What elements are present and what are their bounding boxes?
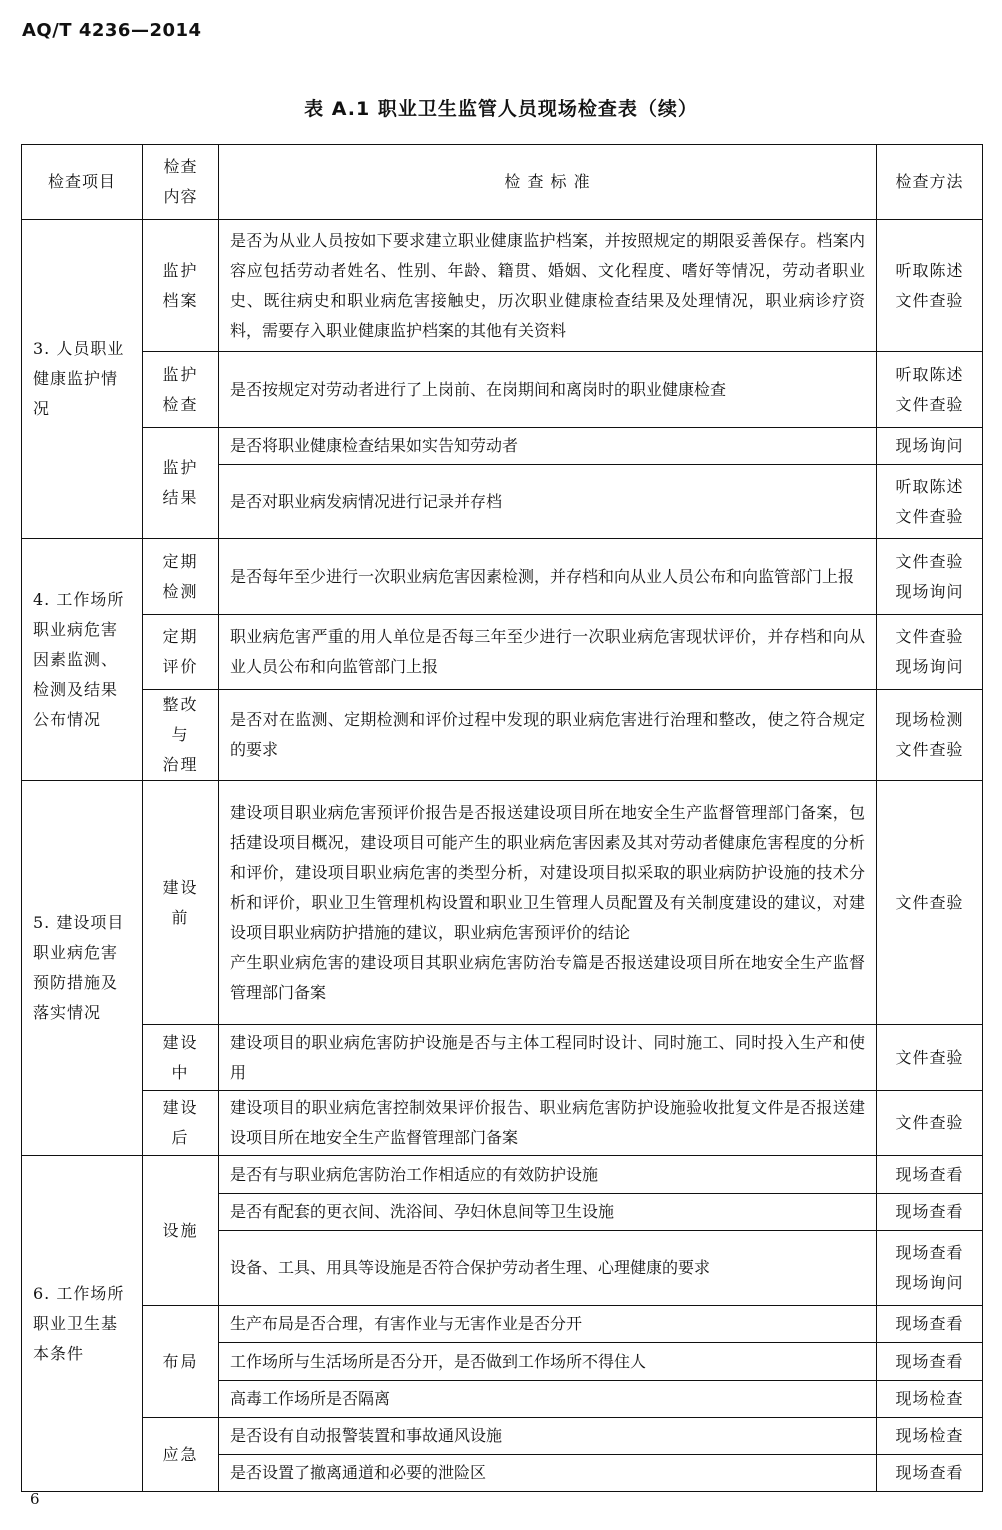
text-line: 现场检测 <box>895 710 964 729</box>
text-line: 内容 <box>163 187 198 206</box>
text-line: 布局 <box>162 1351 199 1371</box>
check-method-cell <box>877 465 983 539</box>
table-row <box>22 220 983 352</box>
check-method-cell <box>877 1025 983 1091</box>
text-line: 应急 <box>162 1444 199 1464</box>
text-line: 监护 <box>162 260 199 280</box>
check-item-cell: 3. 人员职业健康监护情况 <box>22 220 143 539</box>
check-method-cell <box>877 1306 983 1343</box>
text-line: 现场检查 <box>895 1426 964 1445</box>
check-standard-cell <box>219 1194 877 1231</box>
text-line: 现场查看 <box>895 1314 964 1333</box>
check-method-cell <box>877 1194 983 1231</box>
text-line: 设备、工具、用具等设施是否符合保护劳动者生理、心理健康的要求 <box>230 1258 711 1277</box>
table-row <box>22 1418 983 1455</box>
text-line: 工作场所与生活场所是否分开，是否做到工作场所不得住人 <box>230 1351 647 1371</box>
table-row <box>22 352 983 428</box>
check-standard-cell <box>219 1343 877 1381</box>
text-line: 结果 <box>162 488 199 507</box>
check-item-cell: 4. 工作场所职业病危害因素监测、检测及结果公布情况 <box>22 539 143 781</box>
check-standard-cell <box>219 1091 877 1156</box>
check-standard-cell <box>219 1025 877 1091</box>
check-standard-cell <box>219 428 877 465</box>
text-line: 文件查验 <box>895 892 964 912</box>
text-line: 定期 <box>162 627 199 646</box>
check-content-cell <box>143 1306 219 1418</box>
text-line: 是否将职业健康检查结果如实告知劳动者 <box>230 436 519 455</box>
check-method-cell <box>877 615 983 690</box>
check-method-cell <box>877 1381 983 1418</box>
check-content-cell <box>143 220 219 352</box>
text-line: 是否对职业病发病情况进行记录并存档 <box>230 491 503 511</box>
text-line: 是否每年至少进行一次职业病危害因素检测，并存档和向从业人员公布和向监管部门上报 <box>230 566 855 586</box>
check-method-cell <box>877 539 983 615</box>
text-line: 高毒工作场所是否隔离 <box>230 1389 391 1408</box>
check-item-cell: 6. 工作场所职业卫生基本条件 <box>22 1156 143 1492</box>
text-line: 监护 <box>162 458 199 477</box>
text-line: 文件查验 <box>895 740 964 759</box>
table-title: 表 A.1 职业卫生监管人员现场检查表（续） <box>304 98 698 120</box>
table-row <box>22 1156 983 1194</box>
table-row <box>22 1306 983 1343</box>
text-line: 文件查验 <box>895 551 964 571</box>
text-line: 文件查验 <box>895 290 964 310</box>
text-line: 文件查验 <box>895 394 964 414</box>
text-line: 评价 <box>162 657 199 676</box>
text-line: 检查 <box>163 157 198 176</box>
check-standard-cell <box>219 1455 877 1492</box>
check-content-cell <box>143 615 219 690</box>
check-method-cell <box>877 690 983 781</box>
text-line: 档案 <box>162 290 199 310</box>
check-method-cell <box>877 352 983 428</box>
text-line: 生产布局是否合理，有害作业与无害作业是否分开 <box>230 1314 583 1333</box>
text-line: 文件查验 <box>895 1113 964 1132</box>
text-line: 是否设置了撤离通道和必要的泄险区 <box>230 1463 487 1482</box>
text-line: 文件查验 <box>895 1047 964 1067</box>
document-code: AQ/T 4236—2014 <box>22 20 202 41</box>
text-line: 建设项目职业病危害预评价报告是否报送建设项目所在地安全生产监督管理部门备案，包括建设项目概况，建设项目可能产生的职业病危害因素及其对劳动者健康危害程度的分析和评价，建设项目职业病危害的类型分析，对建设项目拟采取的职业病防护设施的技术分析和评价，职业卫生管理机构设置和职业卫生管理人员配置及有关制度建设的建议，对建设项目职业病防护措施的建议，职业病危害预评价的结论 <box>230 802 865 942</box>
text-line: 设施 <box>162 1220 199 1240</box>
text-line: 现场查看 <box>895 1164 964 1184</box>
text-line: 是否对在监测、定期检测和评价过程中发现的职业病危害进行治理和整改，使之符合规定的要求 <box>230 710 865 759</box>
text-line: 听取陈述 <box>895 260 964 280</box>
check-method-cell <box>877 1231 983 1306</box>
inspection-table <box>21 144 983 1492</box>
text-line: 定期 <box>162 551 199 571</box>
text-line: 现场查看 <box>895 1202 964 1221</box>
check-content-cell <box>143 539 219 615</box>
check-method-cell <box>877 781 983 1025</box>
check-standard-cell <box>219 352 877 428</box>
text-line: 现场询问 <box>895 436 964 455</box>
text-line: 是否有与职业病危害防治工作相适应的有效防护设施 <box>230 1164 599 1184</box>
check-method-cell <box>877 428 983 465</box>
text-line: 是否设有自动报警装置和事故通风设施 <box>230 1426 503 1445</box>
text-line: 现场询问 <box>895 1273 964 1292</box>
check-standard-cell <box>219 615 877 690</box>
table-header-row <box>22 145 983 220</box>
text-line: 建设项目的职业病危害防护设施是否与主体工程同时设计、同时施工、同时投入生产和使用 <box>230 1032 865 1082</box>
text-line: 现场查看 <box>895 1243 964 1262</box>
check-content-cell <box>143 428 219 539</box>
text-line: 建设前 <box>162 877 199 927</box>
text-line: 现场查看 <box>895 1463 964 1482</box>
text-line: 建设项目的职业病危害控制效果评价报告、职业病危害防护设施验收批复文件是否报送建设项目所在地安全生产监督管理部门备案 <box>230 1098 865 1147</box>
text-line: 现场询问 <box>895 581 964 601</box>
check-method-cell <box>877 1455 983 1492</box>
check-content-cell <box>143 352 219 428</box>
text-line: 建设后 <box>162 1098 199 1147</box>
check-method-cell <box>877 1418 983 1455</box>
check-standard-cell <box>219 539 877 615</box>
check-method-cell <box>877 1091 983 1156</box>
check-method-cell <box>877 1343 983 1381</box>
check-method-cell <box>877 1156 983 1194</box>
check-standard-cell <box>219 1418 877 1455</box>
check-content-cell <box>143 781 219 1025</box>
check-standard-cell <box>219 220 877 352</box>
text-line: 整改与 <box>162 695 199 744</box>
text-line: 是否有配套的更衣间、洗浴间、孕妇休息间等卫生设施 <box>230 1202 615 1221</box>
column-header-item: 检查项目 <box>22 145 143 220</box>
text-line: 检查 <box>162 394 199 414</box>
check-item-cell: 5. 建设项目职业病危害预防措施及落实情况 <box>22 781 143 1156</box>
check-content-cell <box>143 1418 219 1492</box>
table-row <box>22 1025 983 1091</box>
column-header-content <box>143 145 219 220</box>
page-number: 6 <box>30 1490 40 1508</box>
table-row <box>22 615 983 690</box>
check-standard-cell <box>219 781 877 1025</box>
table-row <box>22 781 983 1025</box>
text-line: 是否按规定对劳动者进行了上岗前、在岗期间和离岗时的职业健康检查 <box>230 379 727 399</box>
check-standard-cell <box>219 1156 877 1194</box>
text-line: 职业病危害严重的用人单位是否每三年至少进行一次职业病危害现状评价，并存档和向从业人员公布和向监管部门上报 <box>230 627 865 676</box>
text-line: 现场查看 <box>895 1351 964 1371</box>
check-content-cell <box>143 1091 219 1156</box>
check-method-cell <box>877 220 983 352</box>
text-line: 建设中 <box>162 1032 199 1082</box>
check-content-cell <box>143 1156 219 1306</box>
table-row <box>22 1091 983 1156</box>
text-line: 治理 <box>162 755 199 774</box>
table-row <box>22 690 983 781</box>
check-standard-cell <box>219 1306 877 1343</box>
column-header-method: 检查方法 <box>877 145 983 220</box>
check-standard-cell <box>219 465 877 539</box>
table-row <box>22 428 983 465</box>
text-line: 是否为从业人员按如下要求建立职业健康监护档案，并按照规定的期限妥善保存。档案内容应包括劳动者姓名、性别、年龄、籍贯、婚姻、文化程度、嗜好等情况，劳动者职业史、既往病史和职业病危害接触史，历次职业健康检查结果及处理情况，职业病诊疗资料，需要存入职业健康监护档案的其他有关资料 <box>230 230 865 340</box>
text-line: 文件查验 <box>895 506 964 526</box>
text-line: 文件查验 <box>895 627 964 646</box>
column-header-standard: 检 查 标 准 <box>219 145 877 220</box>
text-line: 现场询问 <box>895 657 964 676</box>
check-standard-cell <box>219 1381 877 1418</box>
check-content-cell <box>143 1025 219 1091</box>
text-line: 检测 <box>162 581 199 601</box>
check-standard-cell <box>219 1231 877 1306</box>
check-standard-cell <box>219 690 877 781</box>
text-line: 产生职业病危害的建设项目其职业病危害防治专篇是否报送建设项目所在地安全生产监督管理部门备案 <box>230 952 865 1002</box>
check-content-cell <box>143 690 219 781</box>
text-line: 监护 <box>162 364 199 384</box>
table-row <box>22 539 983 615</box>
text-line: 听取陈述 <box>895 364 964 384</box>
text-line: 听取陈述 <box>895 476 964 496</box>
text-line: 现场检查 <box>895 1389 964 1408</box>
